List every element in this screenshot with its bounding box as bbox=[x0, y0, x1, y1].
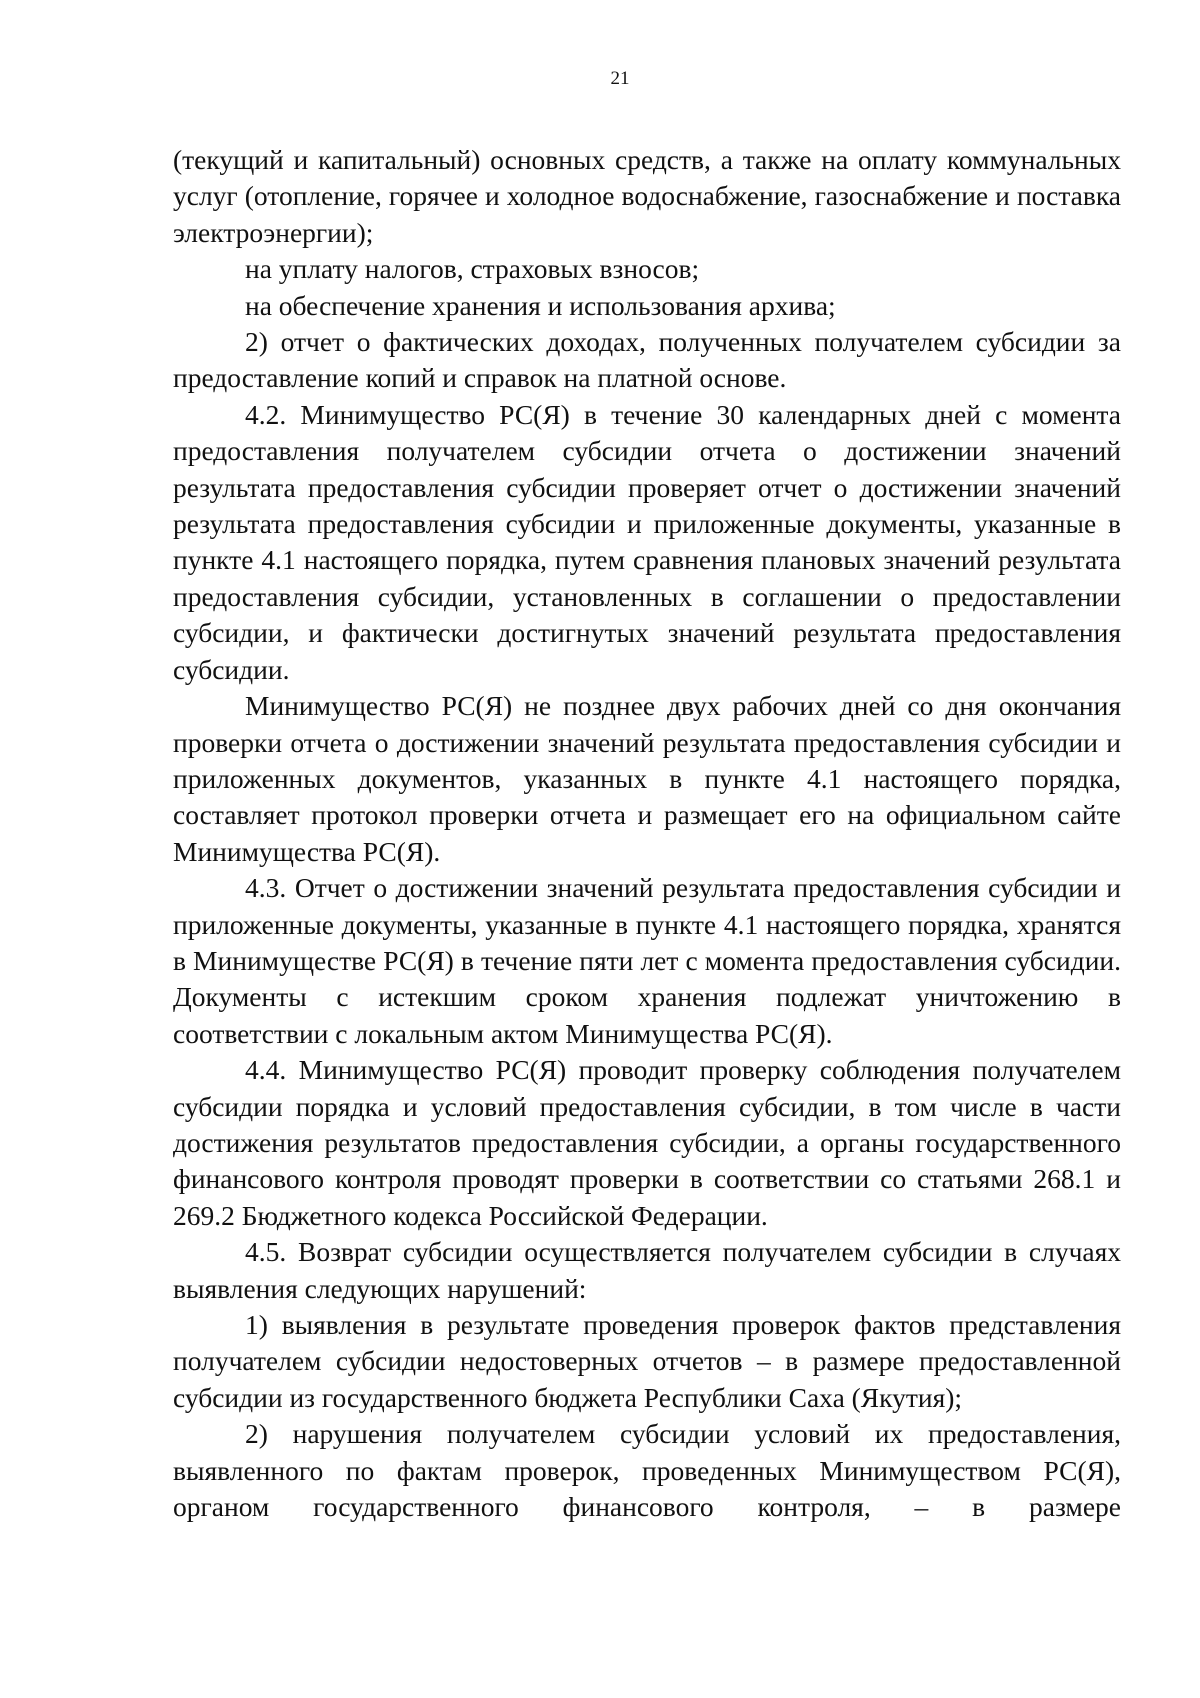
paragraph-income-report: 2) отчет о фактических доходах, полученных получателем субсидии за предоставление копий и справок на платной основе. bbox=[173, 326, 1121, 394]
paragraph-4-2: 4.2. Минимущество РС(Я) в течение 30 календарных дней с момента предоставления получателем субсидии отчета о достижении значений результата предоставления субсидии проверяет отчет о достижении значений результата предоставления субсидии и приложенные документы, указанные в пункте 4.1 настоящего порядка, путем сравнения плановых значений результата предоставления субсидии, установленных в соглашении о предоставлении субсидии, и фактически достигнутых значений результата предоставления субсидии. bbox=[173, 398, 1121, 685]
document-body bbox=[173, 142, 1121, 1525]
paragraph-4-4: 4.4. Минимущество РС(Я) проводит проверку соблюдения получателем субсидии порядка и условий предоставления субсидии, в том числе в части достижения результатов предоставления субсидии, а органы государственного финансового контроля проводят проверки в соответствии со статьями 268.1 и 269.2 Бюджетного кодекса Российской Федерации. bbox=[173, 1054, 1121, 1231]
paragraph-4-5-item-1: 1) выявления в результате проведения проверок фактов представления получателем субсидии недостоверных отчетов – в размере предоставленной субсидии из государственного бюджета Республики Саха (Якутия); bbox=[173, 1309, 1121, 1413]
paragraph-continuation: (текущий и капитальный) основных средств, а также на оплату коммунальных услуг (отопление, горячее и холодное водоснабжение, газоснабжение и поставка электроэнергии); bbox=[173, 144, 1121, 248]
paragraph-taxes: на уплату налогов, страховых взносов; bbox=[245, 253, 700, 285]
paragraph-4-5-item-2: 2) нарушения получателем субсидии условий их предоставления, выявленного по фактам проверок, проведенных Минимуществом РС(Я), органом государственного финансового контроля, – в размере bbox=[173, 1418, 1121, 1523]
paragraph-4-2-protocol: Минимущество РС(Я) не позднее двух рабочих дней со дня окончания проверки отчета о достижении значений результата предоставления субсидии и приложенных документов, указанных в пункте 4.1 настоящего порядка, составляет протокол проверки отчета и размещает его на официальном сайте Минимущества РС(Я). bbox=[173, 690, 1121, 867]
paragraph-4-3: 4.3. Отчет о достижении значений результата предоставления субсидии и приложенные документы, указанные в пункте 4.1 настоящего порядка, хранятся в Минимуществе РС(Я) в течение пяти лет с момента предоставления субсидии. Документы с истекшим сроком хранения подлежат уничтожению в соответствии с локальным актом Минимущества РС(Я). bbox=[173, 872, 1121, 1049]
page-number: 21 bbox=[610, 68, 630, 89]
paragraph-4-5: 4.5. Возврат субсидии осуществляется получателем субсидии в случаях выявления следующих нарушений: bbox=[173, 1236, 1121, 1304]
paragraph-archive: на обеспечение хранения и использования архива; bbox=[245, 289, 836, 321]
